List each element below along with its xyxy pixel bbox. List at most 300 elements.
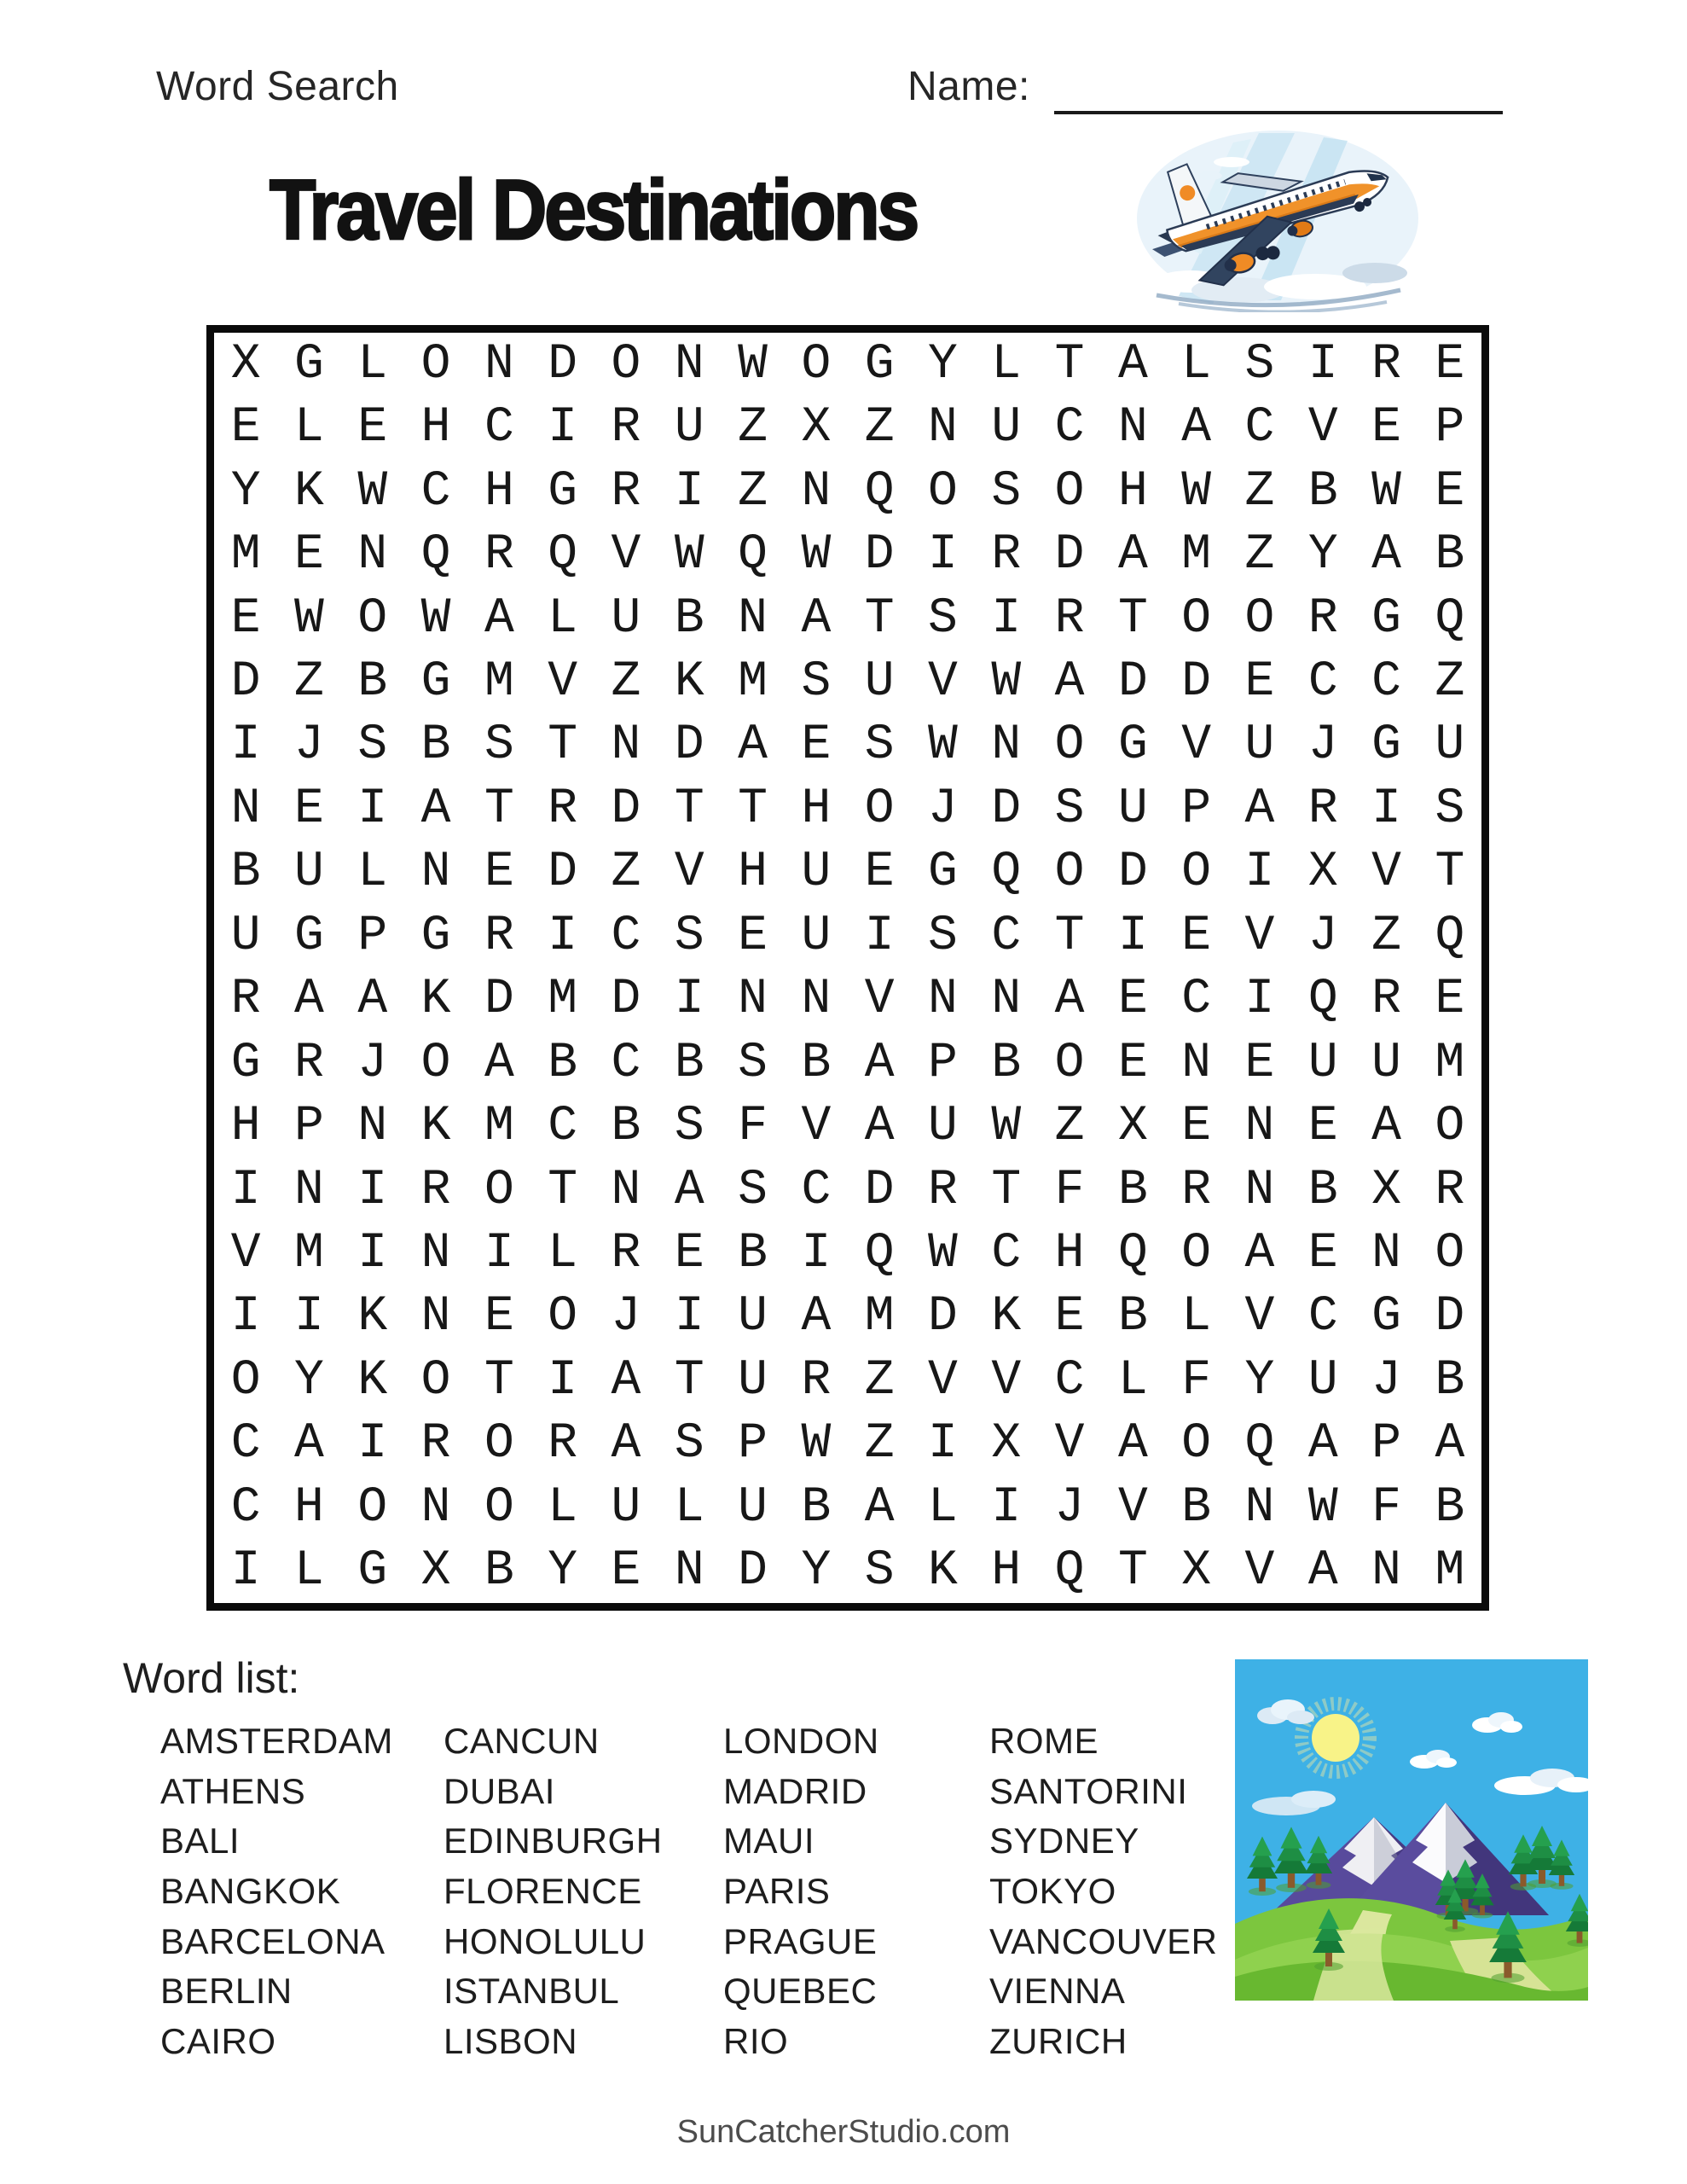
grid-cell-r10c15: I <box>1117 908 1148 964</box>
grid-cell-r3c2: K <box>294 463 324 520</box>
grid-cell-r2c16: A <box>1181 400 1212 456</box>
grid-cell-r1c18: I <box>1307 336 1338 392</box>
grid-cell-r6c16: D <box>1181 653 1212 710</box>
grid-cell-r16c19: G <box>1371 1289 1401 1345</box>
grid-cell-r12c16: N <box>1181 1035 1212 1091</box>
grid-cell-r5c6: L <box>548 590 578 647</box>
grid-cell-r8c14: S <box>1054 781 1085 837</box>
grid-cell-r1c12: Y <box>928 336 958 392</box>
grid-cell-r6c20: Z <box>1435 653 1465 710</box>
grid-cell-r14c13: T <box>991 1162 1022 1218</box>
word-list-item: BERLIN <box>160 1971 293 2012</box>
word-list-item: BANGKOK <box>160 1871 341 1912</box>
grid-cell-r8c11: O <box>864 781 895 837</box>
grid-cell-r19c3: O <box>357 1479 388 1536</box>
grid-cell-r19c20: B <box>1435 1479 1465 1536</box>
grid-cell-r15c9: B <box>738 1226 768 1282</box>
grid-cell-r13c17: N <box>1244 1099 1275 1155</box>
grid-cell-r19c13: I <box>991 1479 1022 1536</box>
grid-cell-r17c12: V <box>928 1352 958 1409</box>
grid-cell-r9c12: G <box>928 845 958 901</box>
grid-cell-r3c17: Z <box>1244 463 1275 520</box>
grid-cell-r17c8: T <box>674 1352 704 1409</box>
grid-cell-r2c9: Z <box>738 400 768 456</box>
grid-cell-r16c6: O <box>548 1289 578 1345</box>
grid-cell-r16c4: N <box>420 1289 451 1345</box>
grid-cell-r4c8: W <box>674 527 704 584</box>
grid-cell-r2c13: U <box>991 400 1022 456</box>
grid-cell-r4c2: E <box>294 527 324 584</box>
grid-cell-r6c13: W <box>991 653 1022 710</box>
grid-cell-r5c19: G <box>1371 590 1401 647</box>
grid-cell-r20c5: B <box>484 1543 514 1600</box>
grid-cell-r2c6: I <box>548 400 578 456</box>
grid-cell-r14c16: R <box>1181 1162 1212 1218</box>
grid-cell-r10c18: J <box>1307 908 1338 964</box>
grid-cell-r8c15: U <box>1117 781 1148 837</box>
page-header-label: Word Search <box>156 64 399 109</box>
grid-cell-r1c6: D <box>548 336 578 392</box>
grid-cell-r12c18: U <box>1307 1035 1338 1091</box>
grid-cell-r3c15: H <box>1117 463 1148 520</box>
grid-cell-r16c11: M <box>864 1289 895 1345</box>
grid-cell-r11c5: D <box>484 972 514 1028</box>
grid-cell-r7c1: I <box>230 717 261 774</box>
grid-cell-r13c15: X <box>1117 1099 1148 1155</box>
grid-cell-r3c18: B <box>1307 463 1338 520</box>
grid-cell-r2c14: C <box>1054 400 1085 456</box>
grid-cell-r14c2: N <box>294 1162 324 1218</box>
grid-cell-r14c18: B <box>1307 1162 1338 1218</box>
grid-cell-r9c19: V <box>1371 845 1401 901</box>
grid-cell-r17c16: F <box>1181 1352 1212 1409</box>
grid-cell-r19c6: L <box>548 1479 578 1536</box>
grid-cell-r20c4: X <box>420 1543 451 1600</box>
grid-cell-r5c3: O <box>357 590 388 647</box>
grid-cell-r16c5: E <box>484 1289 514 1345</box>
grid-cell-r11c8: I <box>674 972 704 1028</box>
grid-cell-r9c17: I <box>1244 845 1275 901</box>
grid-cell-r12c8: B <box>674 1035 704 1091</box>
grid-cell-r12c4: O <box>420 1035 451 1091</box>
grid-cell-r20c3: G <box>357 1543 388 1600</box>
grid-cell-r10c1: U <box>230 908 261 964</box>
grid-cell-r1c20: E <box>1435 336 1465 392</box>
grid-cell-r18c20: A <box>1435 1416 1465 1472</box>
word-list-item: LISBON <box>443 2020 578 2061</box>
grid-cell-r20c14: Q <box>1054 1543 1085 1600</box>
grid-cell-r13c4: K <box>420 1099 451 1155</box>
grid-cell-r4c20: B <box>1435 527 1465 584</box>
grid-cell-r15c15: Q <box>1117 1226 1148 1282</box>
word-list-item: VIENNA <box>989 1971 1126 2012</box>
grid-cell-r15c7: R <box>611 1226 641 1282</box>
grid-cell-r4c11: D <box>864 527 895 584</box>
grid-cell-r10c14: T <box>1054 908 1085 964</box>
grid-cell-r19c10: B <box>801 1479 832 1536</box>
grid-cell-r18c7: A <box>611 1416 641 1472</box>
grid-cell-r13c6: C <box>548 1099 578 1155</box>
grid-cell-r17c10: R <box>801 1352 832 1409</box>
grid-cell-r1c9: W <box>738 336 768 392</box>
grid-cell-r7c7: N <box>611 717 641 774</box>
grid-cell-r7c17: U <box>1244 717 1275 774</box>
word-list-item: FLORENCE <box>443 1871 642 1912</box>
word-list-column-3 <box>723 1716 879 2066</box>
grid-cell-r11c12: N <box>928 972 958 1028</box>
word-list-item: SYDNEY <box>989 1821 1139 1862</box>
grid-cell-r13c13: W <box>991 1099 1022 1155</box>
grid-cell-r16c2: I <box>294 1289 324 1345</box>
word-list-item: RIO <box>723 2020 789 2061</box>
grid-cell-r1c8: N <box>674 336 704 392</box>
grid-cell-r15c6: L <box>548 1226 578 1282</box>
grid-cell-r14c10: C <box>801 1162 832 1218</box>
grid-cell-r15c8: E <box>674 1226 704 1282</box>
grid-cell-r4c15: A <box>1117 527 1148 584</box>
grid-cell-r13c7: B <box>611 1099 641 1155</box>
grid-cell-r1c15: A <box>1117 336 1148 392</box>
grid-cell-r15c12: W <box>928 1226 958 1282</box>
grid-cell-r13c16: E <box>1181 1099 1212 1155</box>
puzzle-title: Travel Destinations <box>270 161 918 258</box>
grid-cell-r15c10: I <box>801 1226 832 1282</box>
grid-cell-r2c10: X <box>801 400 832 456</box>
grid-cell-r12c7: C <box>611 1035 641 1091</box>
grid-cell-r14c7: N <box>611 1162 641 1218</box>
word-list-item: TOKYO <box>989 1871 1116 1912</box>
grid-cell-r6c2: Z <box>294 653 324 710</box>
word-list-item: PARIS <box>723 1871 831 1912</box>
grid-cell-r11c20: E <box>1435 972 1465 1028</box>
grid-cell-r12c19: U <box>1371 1035 1401 1091</box>
grid-cell-r17c3: K <box>357 1352 388 1409</box>
grid-cell-r3c8: I <box>674 463 704 520</box>
grid-cell-r11c1: R <box>230 972 261 1028</box>
grid-cell-r10c12: S <box>928 908 958 964</box>
grid-cell-r1c2: G <box>294 336 324 392</box>
grid-cell-r19c2: H <box>294 1479 324 1536</box>
grid-cell-r9c11: E <box>864 845 895 901</box>
grid-cell-r8c2: E <box>294 781 324 837</box>
grid-cell-r16c13: K <box>991 1289 1022 1345</box>
word-list-item: VANCOUVER <box>989 1920 1218 1961</box>
word-list-item: QUEBEC <box>723 1971 878 2012</box>
grid-cell-r8c3: I <box>357 781 388 837</box>
grid-cell-r20c15: T <box>1117 1543 1148 1600</box>
word-list-item: ZURICH <box>989 2020 1128 2061</box>
grid-cell-r18c18: A <box>1307 1416 1338 1472</box>
grid-cell-r5c10: A <box>801 590 832 647</box>
grid-cell-r1c4: O <box>420 336 451 392</box>
grid-cell-r6c10: S <box>801 653 832 710</box>
grid-cell-r11c2: A <box>294 972 324 1028</box>
grid-cell-r19c15: V <box>1117 1479 1148 1536</box>
grid-cell-r14c3: I <box>357 1162 388 1218</box>
grid-cell-r4c13: R <box>991 527 1022 584</box>
grid-cell-r2c2: L <box>294 400 324 456</box>
grid-cell-r4c3: N <box>357 527 388 584</box>
grid-cell-r16c17: V <box>1244 1289 1275 1345</box>
grid-cell-r5c17: O <box>1244 590 1275 647</box>
grid-cell-r6c15: D <box>1117 653 1148 710</box>
grid-cell-r14c12: R <box>928 1162 958 1218</box>
grid-cell-r7c11: S <box>864 717 895 774</box>
grid-cell-r13c14: Z <box>1054 1099 1085 1155</box>
airplane-illustration <box>1131 126 1424 312</box>
grid-cell-r14c8: A <box>674 1162 704 1218</box>
grid-cell-r3c14: O <box>1054 463 1085 520</box>
grid-cell-r20c17: V <box>1244 1543 1275 1600</box>
grid-cell-r10c9: E <box>738 908 768 964</box>
grid-cell-r11c11: V <box>864 972 895 1028</box>
grid-cell-r20c8: N <box>674 1543 704 1600</box>
name-blank-line <box>1054 65 1503 114</box>
grid-cell-r18c17: Q <box>1244 1416 1275 1472</box>
grid-cell-r18c9: P <box>738 1416 768 1472</box>
grid-cell-r1c14: T <box>1054 336 1085 392</box>
grid-cell-r16c15: B <box>1117 1289 1148 1345</box>
grid-cell-r17c20: B <box>1435 1352 1465 1409</box>
word-list-item: DUBAI <box>443 1770 555 1811</box>
grid-cell-r17c6: I <box>548 1352 578 1409</box>
grid-cell-r7c10: E <box>801 717 832 774</box>
grid-cell-r10c2: G <box>294 908 324 964</box>
grid-cell-r13c8: S <box>674 1099 704 1155</box>
grid-cell-r17c1: O <box>230 1352 261 1409</box>
grid-cell-r2c8: U <box>674 400 704 456</box>
grid-cell-r12c11: A <box>864 1035 895 1091</box>
grid-cell-r7c18: J <box>1307 717 1338 774</box>
grid-cell-r14c20: R <box>1435 1162 1465 1218</box>
grid-cell-r2c7: R <box>611 400 641 456</box>
grid-cell-r2c3: E <box>357 400 388 456</box>
grid-cell-r4c19: A <box>1371 527 1401 584</box>
grid-cell-r4c17: Z <box>1244 527 1275 584</box>
grid-cell-r2c4: H <box>420 400 451 456</box>
grid-cell-r18c16: O <box>1181 1416 1212 1472</box>
grid-cell-r17c7: A <box>611 1352 641 1409</box>
grid-cell-r14c5: O <box>484 1162 514 1218</box>
grid-cell-r14c11: D <box>864 1162 895 1218</box>
grid-cell-r18c1: C <box>230 1416 261 1472</box>
grid-cell-r18c12: I <box>928 1416 958 1472</box>
grid-cell-r10c16: E <box>1181 908 1212 964</box>
grid-cell-r8c16: P <box>1181 781 1212 837</box>
grid-cell-r5c9: N <box>738 590 768 647</box>
grid-cell-r10c17: V <box>1244 908 1275 964</box>
grid-cell-r5c12: S <box>928 590 958 647</box>
grid-cell-r5c18: R <box>1307 590 1338 647</box>
grid-cell-r19c5: O <box>484 1479 514 1536</box>
grid-cell-r8c12: J <box>928 781 958 837</box>
grid-cell-r13c12: U <box>928 1099 958 1155</box>
grid-cell-r2c15: N <box>1117 400 1148 456</box>
grid-cell-r6c7: Z <box>611 653 641 710</box>
grid-cell-r2c17: C <box>1244 400 1275 456</box>
grid-cell-r19c4: N <box>420 1479 451 1536</box>
grid-cell-r14c9: S <box>738 1162 768 1218</box>
grid-cell-r12c3: J <box>357 1035 388 1091</box>
word-list-item: ISTANBUL <box>443 1971 620 2012</box>
grid-cell-r1c13: L <box>991 336 1022 392</box>
grid-cell-r17c18: U <box>1307 1352 1338 1409</box>
grid-cell-r18c14: V <box>1054 1416 1085 1472</box>
grid-cell-r8c1: N <box>230 781 261 837</box>
grid-cell-r16c12: D <box>928 1289 958 1345</box>
grid-cell-r11c3: A <box>357 972 388 1028</box>
grid-cell-r3c6: G <box>548 463 578 520</box>
grid-cell-r2c20: P <box>1435 400 1465 456</box>
grid-cell-r5c1: E <box>230 590 261 647</box>
grid-cell-r4c16: M <box>1181 527 1212 584</box>
grid-cell-r6c14: A <box>1054 653 1085 710</box>
grid-cell-r13c18: E <box>1307 1099 1338 1155</box>
grid-cell-r11c13: N <box>991 972 1022 1028</box>
grid-cell-r10c3: P <box>357 908 388 964</box>
grid-cell-r15c11: Q <box>864 1226 895 1282</box>
grid-cell-r9c1: B <box>230 845 261 901</box>
grid-cell-r6c9: M <box>738 653 768 710</box>
grid-cell-r18c13: X <box>991 1416 1022 1472</box>
grid-cell-r1c16: L <box>1181 336 1212 392</box>
grid-cell-r1c10: O <box>801 336 832 392</box>
grid-cell-r15c5: I <box>484 1226 514 1282</box>
grid-cell-r16c9: U <box>738 1289 768 1345</box>
grid-cell-r6c19: C <box>1371 653 1401 710</box>
grid-cell-r14c19: X <box>1371 1162 1401 1218</box>
grid-cell-r20c7: E <box>611 1543 641 1600</box>
grid-cell-r12c15: E <box>1117 1035 1148 1091</box>
grid-cell-r13c20: O <box>1435 1099 1465 1155</box>
grid-cell-r11c6: M <box>548 972 578 1028</box>
grid-cell-r19c12: L <box>928 1479 958 1536</box>
word-list-item: BALI <box>160 1821 241 1862</box>
grid-cell-r16c16: L <box>1181 1289 1212 1345</box>
grid-cell-r8c9: T <box>738 781 768 837</box>
grid-cell-r20c19: N <box>1371 1543 1401 1600</box>
grid-cell-r16c18: C <box>1307 1289 1338 1345</box>
grid-cell-r5c15: T <box>1117 590 1148 647</box>
grid-cell-r9c8: V <box>674 845 704 901</box>
grid-cell-r12c14: O <box>1054 1035 1085 1091</box>
grid-cell-r20c18: A <box>1307 1543 1338 1600</box>
word-list-item: SANTORINI <box>989 1770 1188 1811</box>
grid-cell-r5c14: R <box>1054 590 1085 647</box>
grid-cell-r19c16: B <box>1181 1479 1212 1536</box>
grid-cell-r18c15: A <box>1117 1416 1148 1472</box>
grid-cell-r9c18: X <box>1307 845 1338 901</box>
grid-cell-r12c12: P <box>928 1035 958 1091</box>
footer-credit: SunCatcherStudio.com <box>676 2114 1011 2150</box>
grid-cell-r17c17: Y <box>1244 1352 1275 1409</box>
grid-cell-r8c6: R <box>548 781 578 837</box>
grid-cell-r12c9: S <box>738 1035 768 1091</box>
grid-cell-r11c15: E <box>1117 972 1148 1028</box>
word-list-item: BARCELONA <box>160 1920 386 1961</box>
grid-cell-r8c20: S <box>1435 781 1465 837</box>
grid-cell-r11c18: Q <box>1307 972 1338 1028</box>
grid-cell-r6c12: V <box>928 653 958 710</box>
grid-cell-r9c14: O <box>1054 845 1085 901</box>
grid-cell-r12c6: B <box>548 1035 578 1091</box>
grid-cell-r4c5: R <box>484 527 514 584</box>
grid-cell-r15c16: O <box>1181 1226 1212 1282</box>
grid-cell-r3c1: Y <box>230 463 261 520</box>
word-list-column-1 <box>160 1716 393 2066</box>
grid-cell-r6c8: K <box>674 653 704 710</box>
grid-cell-r9c20: T <box>1435 845 1465 901</box>
grid-cell-r14c15: B <box>1117 1162 1148 1218</box>
word-list-column-4 <box>989 1716 1217 2066</box>
grid-cell-r11c4: K <box>420 972 451 1028</box>
grid-cell-r20c16: X <box>1181 1543 1212 1600</box>
grid-cell-r7c14: O <box>1054 717 1085 774</box>
grid-cell-r7c19: G <box>1371 717 1401 774</box>
grid-cell-r2c12: N <box>928 400 958 456</box>
word-list-item: LONDON <box>723 1721 879 1762</box>
grid-cell-r10c13: C <box>991 908 1022 964</box>
word-list-item: ATHENS <box>160 1770 306 1811</box>
grid-cell-r11c10: N <box>801 972 832 1028</box>
grid-cell-r6c6: V <box>548 653 578 710</box>
grid-cell-r1c3: L <box>357 336 388 392</box>
grid-cell-r18c19: P <box>1371 1416 1401 1472</box>
grid-cell-r2c11: Z <box>864 400 895 456</box>
grid-cell-r15c13: C <box>991 1226 1022 1282</box>
grid-cell-r16c10: A <box>801 1289 832 1345</box>
grid-cell-r9c13: Q <box>991 845 1022 901</box>
grid-cell-r8c5: T <box>484 781 514 837</box>
grid-cell-r3c7: R <box>611 463 641 520</box>
grid-cell-r19c7: U <box>611 1479 641 1536</box>
grid-cell-r7c13: N <box>991 717 1022 774</box>
grid-cell-r11c16: C <box>1181 972 1212 1028</box>
grid-cell-r18c3: I <box>357 1416 388 1472</box>
grid-cell-r4c9: Q <box>738 527 768 584</box>
grid-cell-r2c19: E <box>1371 400 1401 456</box>
grid-cell-r7c4: B <box>420 717 451 774</box>
grid-cell-r10c20: Q <box>1435 908 1465 964</box>
grid-cell-r17c13: V <box>991 1352 1022 1409</box>
landscape-illustration <box>1235 1659 1588 2001</box>
word-list-column-2 <box>443 1716 663 2066</box>
grid-cell-r17c2: Y <box>294 1352 324 1409</box>
grid-cell-r7c16: V <box>1181 717 1212 774</box>
grid-cell-r4c10: W <box>801 527 832 584</box>
grid-cell-r8c13: D <box>991 781 1022 837</box>
grid-cell-r3c10: N <box>801 463 832 520</box>
grid-cell-r9c15: D <box>1117 845 1148 901</box>
grid-cell-r10c6: I <box>548 908 578 964</box>
grid-cell-r11c9: N <box>738 972 768 1028</box>
grid-cell-r17c15: L <box>1117 1352 1148 1409</box>
grid-cell-r1c5: N <box>484 336 514 392</box>
grid-cell-r7c20: U <box>1435 717 1465 774</box>
grid-cell-r20c6: Y <box>548 1543 578 1600</box>
word-list-item: HONOLULU <box>443 1920 646 1961</box>
grid-cell-r7c8: D <box>674 717 704 774</box>
grid-cell-r17c11: Z <box>864 1352 895 1409</box>
grid-cell-r16c20: D <box>1435 1289 1465 1345</box>
grid-cell-r9c2: U <box>294 845 324 901</box>
grid-cell-r7c12: W <box>928 717 958 774</box>
grid-cell-r20c9: D <box>738 1543 768 1600</box>
grid-cell-r5c7: U <box>611 590 641 647</box>
grid-cell-r13c3: N <box>357 1099 388 1155</box>
word-list-item: AMSTERDAM <box>160 1721 393 1762</box>
grid-cell-r20c1: I <box>230 1543 261 1600</box>
